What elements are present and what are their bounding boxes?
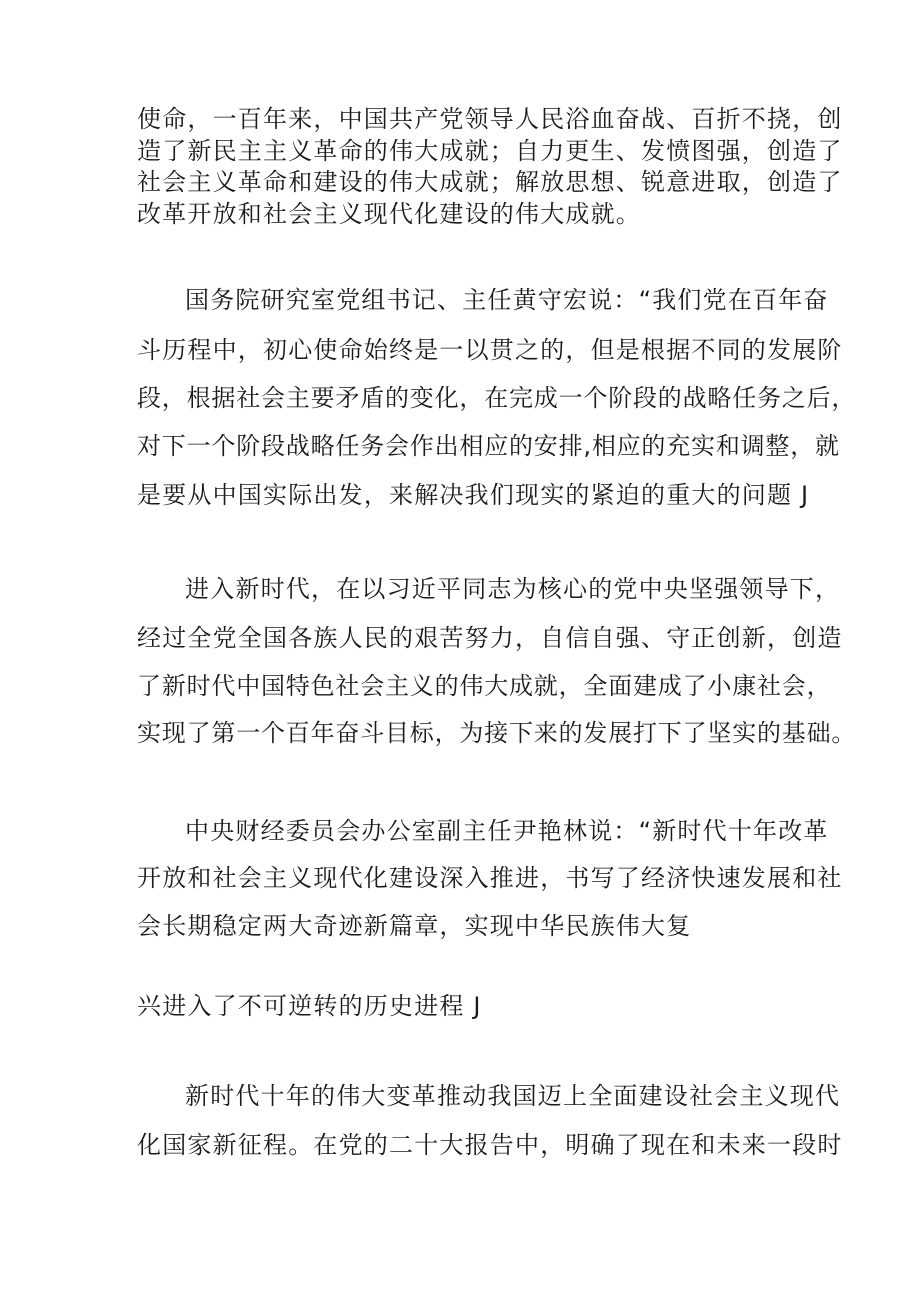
text-line: 改革开放和社会主义现代化建设的伟大成就。 xyxy=(137,200,641,228)
text-line: 会长期稳定两大奇迹新篇章，实现中华民族伟大复 xyxy=(137,912,692,940)
text-line: 开放和社会主义现代化建设深入推进，书写了经济快速发展和社 xyxy=(137,864,843,892)
text-line: 国务院研究室党组书记、主任黄守宏说：“我们党在百年奋 xyxy=(185,286,829,314)
text-line: 化国家新征程。在党的二十大报告中，明确了现在和未来一段时 xyxy=(137,1131,843,1159)
text-line: 实现了第一个百年奋斗目标，为接下来的发展打下了坚实的基础。 xyxy=(137,719,857,747)
text-line: 社会主义革命和建设的伟大成就；解放思想、锐意进取，创造了 xyxy=(137,168,843,196)
text-line: 了新时代中国特色社会主义的伟大成就，全面建成了小康社会， xyxy=(137,672,832,700)
text-line: 造了新民主主义革命的伟大成就；自力更生、发愤图强，创造了 xyxy=(137,137,843,165)
text-line: 段，根据社会主要矛盾的变化，在完成一个阶段的战略任务之后， xyxy=(137,384,857,412)
text-line: 对下一个阶段战略任务会作出相应的安排,相应的充实和调整，就 xyxy=(137,432,840,460)
text-line: 斗历程中，初心使命始终是一以贯之的，但是根据不同的发展阶 xyxy=(137,336,843,364)
text-line: 经过全党全国各族人民的艰苦努力，自信自强、守正创新，创造 xyxy=(137,624,843,652)
text-line: 是要从中国实际出发，来解决我们现实的紧迫的重大的问题 J xyxy=(137,481,810,509)
text-line: 使命，一百年来，中国共产党领导人民浴血奋战、百折不挠，创 xyxy=(137,105,843,133)
text-line: 进入新时代，在以习近平同志为核心的党中央坚强领导下， xyxy=(185,575,841,603)
text-line: 新时代十年的伟大变革推动我国迈上全面建设社会主义现代 xyxy=(185,1082,841,1110)
text-line: 中央财经委员会办公室副主任尹艳林说：“新时代十年改革 xyxy=(185,817,829,845)
text-line: 兴进入了不可逆转的历史进程 J xyxy=(137,992,482,1020)
